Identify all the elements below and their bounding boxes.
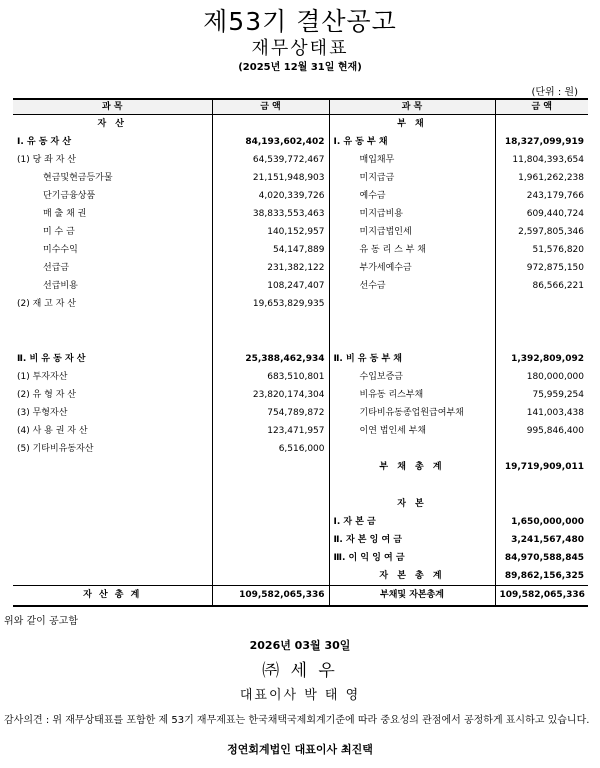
table-row bbox=[13, 242, 588, 260]
table-row bbox=[13, 405, 588, 423]
liability-account: 자 본 bbox=[329, 495, 495, 513]
table-header-row bbox=[13, 99, 588, 115]
liability-account: 부 채 총 계 bbox=[329, 459, 495, 477]
asset-amount: 19,653,829,935 bbox=[212, 296, 329, 314]
liability-amount: 995,846,400 bbox=[526, 426, 584, 437]
liability-amount bbox=[495, 296, 588, 314]
header-right-account: 과 목 bbox=[329, 99, 495, 115]
total-liabilities-equity-label: 부채및 자본총계 bbox=[329, 586, 495, 606]
asset-amount bbox=[212, 495, 329, 513]
table-row bbox=[13, 386, 588, 404]
liability-account: Ⅱ. 자 본 잉 여 금 bbox=[329, 531, 495, 549]
table-row bbox=[13, 115, 588, 134]
liability-amount: 18,327,099,919 bbox=[504, 136, 584, 147]
table-row bbox=[13, 368, 588, 386]
liability-amount: 3,241,567,480 bbox=[511, 534, 584, 545]
table-row bbox=[13, 260, 588, 278]
table-row bbox=[13, 531, 588, 549]
header-left-amount: 금 액 bbox=[212, 99, 329, 115]
total-liabilities-equity-value: 109,582,065,336 bbox=[495, 586, 588, 606]
header-left-account: 과 목 bbox=[13, 99, 212, 115]
liability-account: 미지급금 bbox=[329, 169, 495, 187]
liability-amount: 972,875,150 bbox=[526, 263, 584, 274]
liability-account bbox=[329, 441, 495, 459]
liability-amount bbox=[495, 115, 588, 134]
asset-account: 미수수익 bbox=[13, 242, 212, 260]
table-row bbox=[13, 423, 588, 441]
asset-amount: 754,789,872 bbox=[212, 405, 329, 423]
asset-amount: 84,193,602,402 bbox=[212, 133, 329, 151]
asset-amount: 683,510,801 bbox=[212, 368, 329, 386]
liability-account: 미지급비용 bbox=[329, 205, 495, 223]
asset-amount: 123,471,957 bbox=[212, 423, 329, 441]
asset-account: (2) 재 고 자 산 bbox=[13, 296, 212, 314]
currency-unit: (단위 : 원) bbox=[531, 87, 578, 98]
asset-account bbox=[13, 332, 212, 350]
asset-account: 선급비용 bbox=[13, 278, 212, 296]
asset-amount: 64,539,772,467 bbox=[212, 151, 329, 169]
table-row bbox=[13, 549, 588, 567]
auditor-name: 정연회계법인 대표이사 최진택 bbox=[227, 743, 373, 756]
liability-account bbox=[329, 296, 495, 314]
balance-sheet-table bbox=[13, 98, 588, 607]
total-assets-value: 109,582,065,336 bbox=[212, 586, 329, 606]
liability-account: 비유동 리스부채 bbox=[329, 386, 495, 404]
notice-date: 2026년 03월 30일 bbox=[249, 639, 351, 652]
asset-account bbox=[13, 567, 212, 586]
table-row bbox=[13, 441, 588, 459]
liability-amount: 89,862,156,325 bbox=[504, 570, 584, 581]
asset-account: (3) 무형자산 bbox=[13, 405, 212, 423]
liability-amount: 2,597,805,346 bbox=[518, 227, 584, 238]
asset-amount bbox=[212, 314, 329, 332]
liability-account: 미지급법인세 bbox=[329, 224, 495, 242]
liability-amount: 1,392,809,092 bbox=[511, 353, 584, 364]
asset-account: 현금및현금등가물 bbox=[13, 169, 212, 187]
asset-amount bbox=[212, 513, 329, 531]
liability-account: 수입보증금 bbox=[329, 368, 495, 386]
asset-amount bbox=[212, 567, 329, 586]
table-row bbox=[13, 187, 588, 205]
notice-statement: 위와 같이 공고함 bbox=[4, 616, 78, 627]
liability-account bbox=[329, 477, 495, 495]
liability-account: 매입채무 bbox=[329, 151, 495, 169]
asset-account: (1) 투자자산 bbox=[13, 368, 212, 386]
asset-amount: 54,147,889 bbox=[212, 242, 329, 260]
asset-account: 선급금 bbox=[13, 260, 212, 278]
liability-account: 기타비유동종업원급여부채 bbox=[329, 405, 495, 423]
asset-amount: 23,820,174,304 bbox=[212, 386, 329, 404]
liability-account bbox=[329, 332, 495, 350]
table-row bbox=[13, 169, 588, 187]
liability-amount: 180,000,000 bbox=[526, 371, 584, 382]
liability-account: Ⅰ. 유 동 부 채 bbox=[329, 133, 495, 151]
table-body bbox=[13, 115, 588, 586]
asset-amount: 25,388,462,934 bbox=[212, 350, 329, 368]
liability-amount bbox=[495, 332, 588, 350]
liability-amount: 51,576,820 bbox=[532, 245, 584, 256]
liability-amount: 11,804,393,654 bbox=[512, 154, 584, 165]
asset-amount bbox=[212, 549, 329, 567]
asset-amount: 38,833,553,463 bbox=[212, 205, 329, 223]
asset-account: (4) 사 용 권 자 산 bbox=[13, 423, 212, 441]
table-row bbox=[13, 350, 588, 368]
liability-account: Ⅲ. 이 익 잉 여 금 bbox=[329, 549, 495, 567]
liability-amount bbox=[495, 314, 588, 332]
asset-amount: 231,382,122 bbox=[212, 260, 329, 278]
asset-account bbox=[13, 531, 212, 549]
asset-account: Ⅱ. 비 유 동 자 산 bbox=[13, 350, 212, 368]
statement-title: 재무상태표 bbox=[251, 38, 349, 59]
header-right-amount: 금 액 bbox=[495, 99, 588, 115]
table-row bbox=[13, 133, 588, 151]
liability-amount: 141,003,438 bbox=[526, 408, 584, 419]
asset-amount bbox=[212, 115, 329, 134]
ceo-name: 대표이사 박 태 영 bbox=[239, 688, 361, 703]
asset-account bbox=[13, 495, 212, 513]
table-row bbox=[13, 224, 588, 242]
liability-amount: 1,961,262,238 bbox=[518, 172, 584, 183]
liability-amount: 243,179,766 bbox=[526, 190, 584, 201]
asset-amount bbox=[212, 332, 329, 350]
asset-amount: 6,516,000 bbox=[212, 441, 329, 459]
liability-account: 자 본 총 계 bbox=[329, 567, 495, 586]
liability-account: 부 채 bbox=[329, 115, 495, 134]
audit-opinion: 감사의견 : 위 재무상태표를 포함한 제 53기 재무제표는 한국채택국제회계기준에 따라 중요성의 관점에서 공정하게 표시하고 있습니다. bbox=[4, 715, 590, 726]
asset-amount bbox=[212, 459, 329, 477]
liability-account: 부가세예수금 bbox=[329, 260, 495, 278]
liability-account: 선수금 bbox=[329, 278, 495, 296]
asset-account: 미 수 금 bbox=[13, 224, 212, 242]
total-assets-label: 자 산 총 계 bbox=[13, 586, 212, 606]
liability-amount: 75,959,254 bbox=[532, 389, 584, 400]
liability-amount: 19,719,909,011 bbox=[504, 462, 584, 473]
asset-account: 자 산 bbox=[13, 115, 212, 134]
statement-period: (2025년 12월 31일 현재) bbox=[238, 62, 362, 73]
asset-account bbox=[13, 314, 212, 332]
table-row bbox=[13, 567, 588, 586]
asset-amount bbox=[212, 477, 329, 495]
asset-account bbox=[13, 477, 212, 495]
asset-account bbox=[13, 549, 212, 567]
liability-account bbox=[329, 314, 495, 332]
asset-account: (1) 당 좌 자 산 bbox=[13, 151, 212, 169]
liability-amount: 86,566,221 bbox=[532, 281, 584, 292]
table-row bbox=[13, 278, 588, 296]
table-row bbox=[13, 513, 588, 531]
asset-amount: 140,152,957 bbox=[212, 224, 329, 242]
table-row bbox=[13, 314, 588, 332]
asset-account: (5) 기타비유동자산 bbox=[13, 441, 212, 459]
asset-account: (2) 유 형 자 산 bbox=[13, 386, 212, 404]
table-row bbox=[13, 477, 588, 495]
liability-account: Ⅱ. 비 유 동 부 채 bbox=[329, 350, 495, 368]
company-name: ㈜ 세 우 bbox=[262, 661, 338, 681]
liability-account: Ⅰ. 자 본 금 bbox=[329, 513, 495, 531]
notice-title: 제53기 결산공고 bbox=[203, 7, 397, 36]
total-row bbox=[13, 586, 588, 606]
asset-account bbox=[13, 513, 212, 531]
liability-account: 유 동 리 스 부 채 bbox=[329, 242, 495, 260]
liability-amount bbox=[495, 495, 588, 513]
asset-account: Ⅰ. 유 동 자 산 bbox=[13, 133, 212, 151]
liability-account: 이연 법인세 부채 bbox=[329, 423, 495, 441]
table-row bbox=[13, 495, 588, 513]
liability-account: 예수금 bbox=[329, 187, 495, 205]
table-row bbox=[13, 332, 588, 350]
table-row bbox=[13, 296, 588, 314]
liability-amount: 84,970,588,845 bbox=[504, 552, 584, 563]
asset-account: 단기금융상품 bbox=[13, 187, 212, 205]
table-row bbox=[13, 151, 588, 169]
asset-amount bbox=[212, 531, 329, 549]
liability-amount bbox=[495, 477, 588, 495]
asset-amount: 4,020,339,726 bbox=[212, 187, 329, 205]
table-row bbox=[13, 205, 588, 223]
asset-amount: 21,151,948,903 bbox=[212, 169, 329, 187]
asset-amount: 108,247,407 bbox=[212, 278, 329, 296]
asset-account: 매 출 채 권 bbox=[13, 205, 212, 223]
asset-account bbox=[13, 459, 212, 477]
table-row bbox=[13, 459, 588, 477]
liability-amount bbox=[495, 441, 588, 459]
liability-amount: 1,650,000,000 bbox=[511, 516, 584, 527]
liability-amount: 609,440,724 bbox=[526, 209, 584, 220]
